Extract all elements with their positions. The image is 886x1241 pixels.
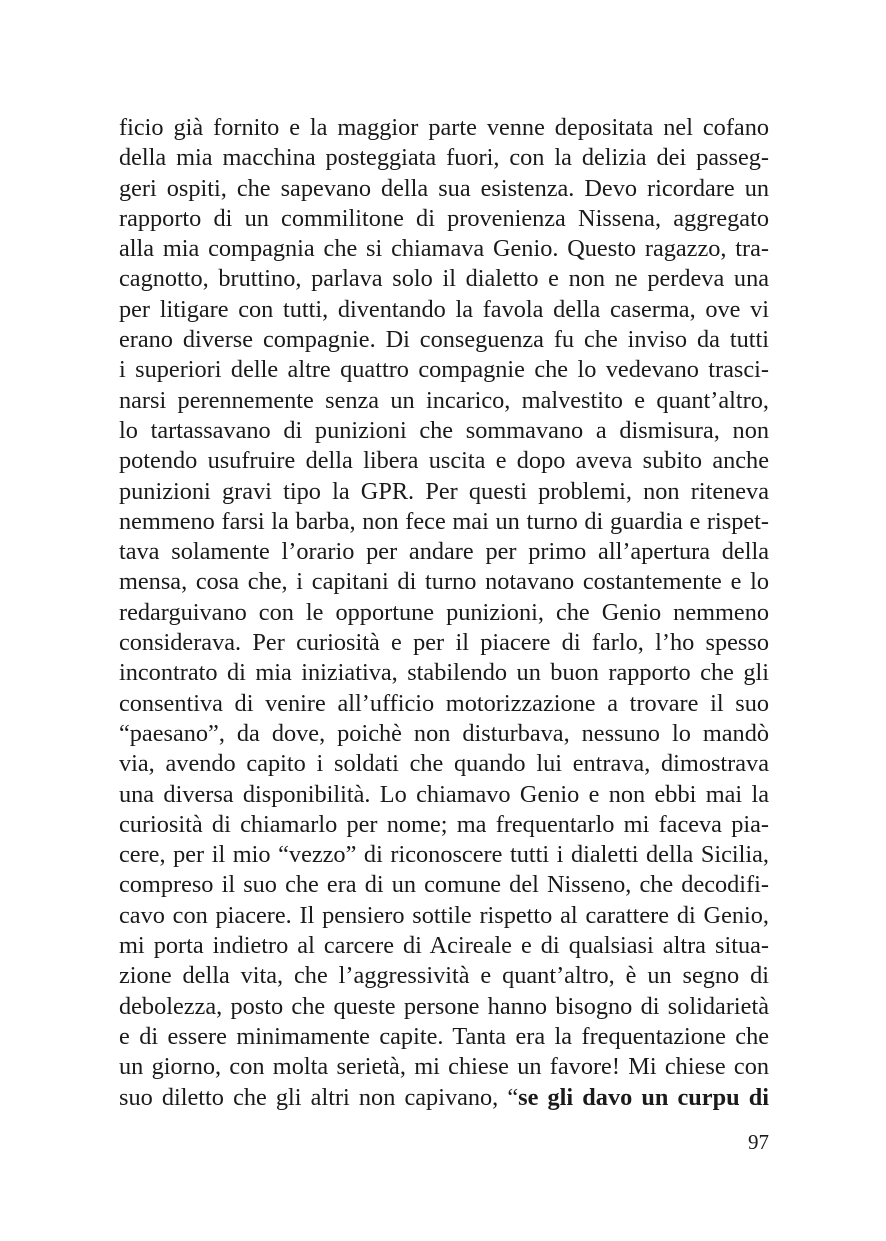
text-line: tava solamente l’orario per andare per primo all’apertura della [119, 538, 769, 566]
text-line: per litigare con tutti, diventando la favola della caserma, ove vi [119, 295, 769, 323]
text-line: punizioni gravi tipo la GPR. Per questi problemi, non riteneva [119, 477, 769, 505]
text-line: narsi perennemente senza un incarico, malvestito e quant’altro, [119, 386, 769, 414]
body-text [119, 113, 769, 1113]
text-line: cere, per il mio “vezzo” di riconoscere tutti i dialetti della Sicilia, [119, 841, 769, 869]
text-line: i superiori delle altre quattro compagnie che lo vedevano trasci- [119, 356, 769, 384]
text-line: debolezza, posto che queste persone hanno bisogno di solidarietà [119, 992, 769, 1020]
text-line: un giorno, con molta serietà, mi chiese un favore! Mi chiese con [119, 1053, 769, 1081]
text-line: alla mia compagnia che si chiamava Genio. Questo ragazzo, tra- [119, 235, 769, 263]
text-line: zione della vita, che l’aggressività e quant’altro, è un segno di [119, 962, 769, 990]
text-line: rapporto di un commilitone di provenienza Nissena, aggregato [119, 204, 769, 232]
text-line-last [119, 1083, 769, 1113]
page-number: 97 [748, 1130, 769, 1154]
text-line: della mia macchina posteggiata fuori, con la delizia dei passeg- [119, 144, 769, 172]
text-line: incontrato di mia iniziativa, stabilendo un buon rapporto che gli [119, 659, 769, 687]
text-line: considerava. Per curiosità e per il piacere di farlo, l’ho spesso [119, 629, 769, 657]
last-line-plain-text: suo diletto che gli altri non capivano, “ [119, 1083, 519, 1111]
text-line: e di essere minimamente capite. Tanta era la frequentazione che [119, 1022, 769, 1050]
text-line: mensa, cosa che, i capitani di turno notavano costantemente e lo [119, 568, 769, 596]
text-line: potendo usufruire della libera uscita e dopo aveva subito anche [119, 447, 769, 475]
text-line: “paesano”, da dove, poichè non disturbava, nessuno lo mandò [119, 719, 769, 747]
text-line: mi porta indietro al carcere di Acireale e di qualsiasi altra situa- [119, 932, 769, 960]
text-line: ficio già fornito e la maggior parte venne depositata nel cofano [119, 114, 769, 141]
text-line: una diversa disponibilità. Lo chiamavo Genio e non ebbi mai la [119, 780, 769, 808]
text-line: lo tartassavano di punizioni che sommavano a dismisura, non [119, 416, 769, 444]
text-line: curiosità di chiamarlo per nome; ma frequentarlo mi faceva pia- [119, 810, 769, 838]
text-line: consentiva di venire all’ufficio motorizzazione a trovare il suo [119, 689, 769, 717]
text-line: cagnotto, bruttino, parlava solo il dialetto e non ne perdeva una [119, 265, 769, 293]
last-line-bold-text: se gli davo un curpu di [518, 1083, 769, 1111]
text-line: geri ospiti, che sapevano della sua esistenza. Devo ricordare un [119, 174, 769, 202]
text-line: via, avendo capito i soldati che quando lui entrava, dimostrava [119, 750, 769, 778]
text-line: compreso il suo che era di un comune del Nisseno, che decodifi- [119, 871, 769, 899]
text-line: redarguivano con le opportune punizioni, che Genio nemmeno [119, 598, 769, 626]
text-line: nemmeno farsi la barba, non fece mai un turno di guardia e rispet- [119, 507, 769, 535]
text-line: cavo con piacere. Il pensiero sottile rispetto al carattere di Genio, [119, 901, 769, 929]
text-line: erano diverse compagnie. Di conseguenza fu che inviso da tutti [119, 326, 769, 354]
